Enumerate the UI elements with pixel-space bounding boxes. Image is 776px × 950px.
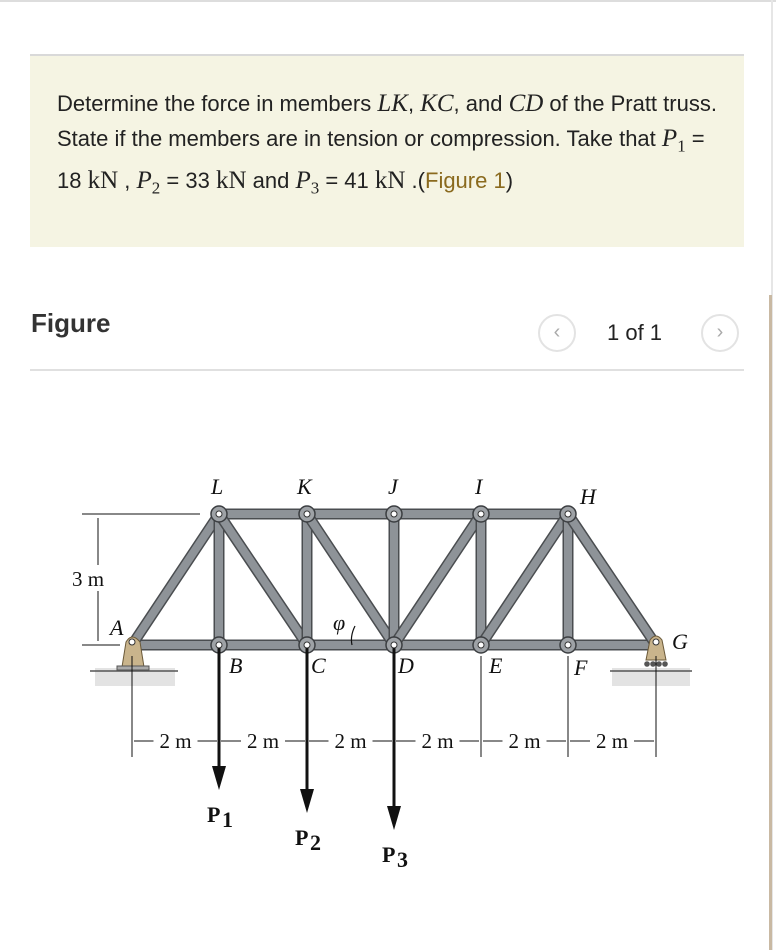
chevron-right-icon: › xyxy=(716,321,724,343)
p2-value: = 33 xyxy=(160,168,216,194)
p1-value: = 18 xyxy=(57,126,705,194)
figure-link[interactable]: Figure 1 xyxy=(425,168,506,194)
load-label-P1: P xyxy=(207,802,221,827)
roller xyxy=(662,661,668,667)
member-KD xyxy=(307,514,394,645)
span-dim-label: 2 m xyxy=(246,729,280,753)
load-arrow-head xyxy=(387,806,401,830)
node-label-I: I xyxy=(475,474,483,499)
p1-sub: 1 xyxy=(677,136,686,156)
joint-pin-L xyxy=(216,511,222,517)
roller xyxy=(650,661,656,667)
figure-heading: Figure xyxy=(31,308,111,338)
member-kc: KC xyxy=(420,90,454,117)
span-dim-label: 2 m xyxy=(508,729,541,753)
node-label-A: A xyxy=(110,615,124,640)
load-arrow-head xyxy=(300,789,314,813)
pin-A xyxy=(129,639,135,645)
node-label-H: H xyxy=(580,484,596,509)
joint-pin-F xyxy=(565,642,571,648)
chevron-left-icon: ‹ xyxy=(553,321,561,343)
member-LC xyxy=(219,514,307,645)
joint-pin-B xyxy=(216,642,222,648)
joint-pin-H xyxy=(565,511,571,517)
figure-counter: 1 of 1 xyxy=(607,320,663,345)
p2-sub: 2 xyxy=(151,178,161,198)
load-label-P3: P xyxy=(382,842,396,867)
text: , and xyxy=(453,91,509,116)
pin-base xyxy=(117,666,149,670)
load-label-P2: P xyxy=(295,825,309,850)
p1-symbol: P xyxy=(661,125,678,152)
node-label-D: D xyxy=(398,653,414,678)
p3-value: = 41 xyxy=(319,168,375,194)
node-label-B: B xyxy=(229,653,243,678)
text: ) xyxy=(505,168,514,194)
joint-pin-J xyxy=(391,511,397,517)
unit: kN xyxy=(87,167,119,195)
member-EH xyxy=(481,514,568,645)
node-label-E: E xyxy=(489,653,503,678)
unit: kN xyxy=(215,167,247,195)
roller xyxy=(656,661,662,667)
joint-pin-K xyxy=(304,511,310,517)
node-label-C: C xyxy=(311,653,326,678)
member-DI xyxy=(394,514,481,645)
p3-symbol: P xyxy=(295,167,311,195)
joint-pin-I xyxy=(478,511,484,517)
text: , xyxy=(118,168,137,194)
member-lk: LK xyxy=(377,90,408,117)
span-dim-label: 2 m xyxy=(595,729,629,753)
joint-pin-D xyxy=(391,642,397,648)
text: of the Pratt truss. State if the members are in tension or compression. Take that xyxy=(57,91,717,151)
pin-G xyxy=(653,639,659,645)
text: Determine the force in members xyxy=(57,91,378,116)
load-label-sub: 3 xyxy=(397,847,408,872)
span-dim-label: 2 m xyxy=(334,729,367,753)
node-label-F: F xyxy=(574,655,588,680)
angle-label: φ xyxy=(333,610,346,635)
span-dim-label: 2 m xyxy=(159,729,192,753)
span-dim-label: 2 m xyxy=(421,729,454,753)
load-arrow-head xyxy=(212,766,226,790)
joint-pin-E xyxy=(478,642,484,648)
node-label-K: K xyxy=(297,474,312,499)
joint-pin-C xyxy=(304,642,310,648)
p3-sub: 3 xyxy=(310,178,320,198)
member-AL xyxy=(132,514,219,645)
node-label-J: J xyxy=(388,474,398,499)
height-dim-label: 3 m xyxy=(72,567,105,591)
member-HG xyxy=(568,514,656,645)
node-label-L: L xyxy=(211,474,224,499)
text: .( xyxy=(405,168,425,194)
unit: kN xyxy=(374,167,406,195)
load-label-sub: 1 xyxy=(222,807,233,832)
text: and xyxy=(246,168,296,194)
p2-symbol: P xyxy=(136,167,152,195)
node-label-G: G xyxy=(672,629,688,654)
roller xyxy=(644,661,650,667)
load-label-sub: 2 xyxy=(310,830,321,855)
text: , xyxy=(407,91,421,116)
member-cd: CD xyxy=(508,90,544,117)
